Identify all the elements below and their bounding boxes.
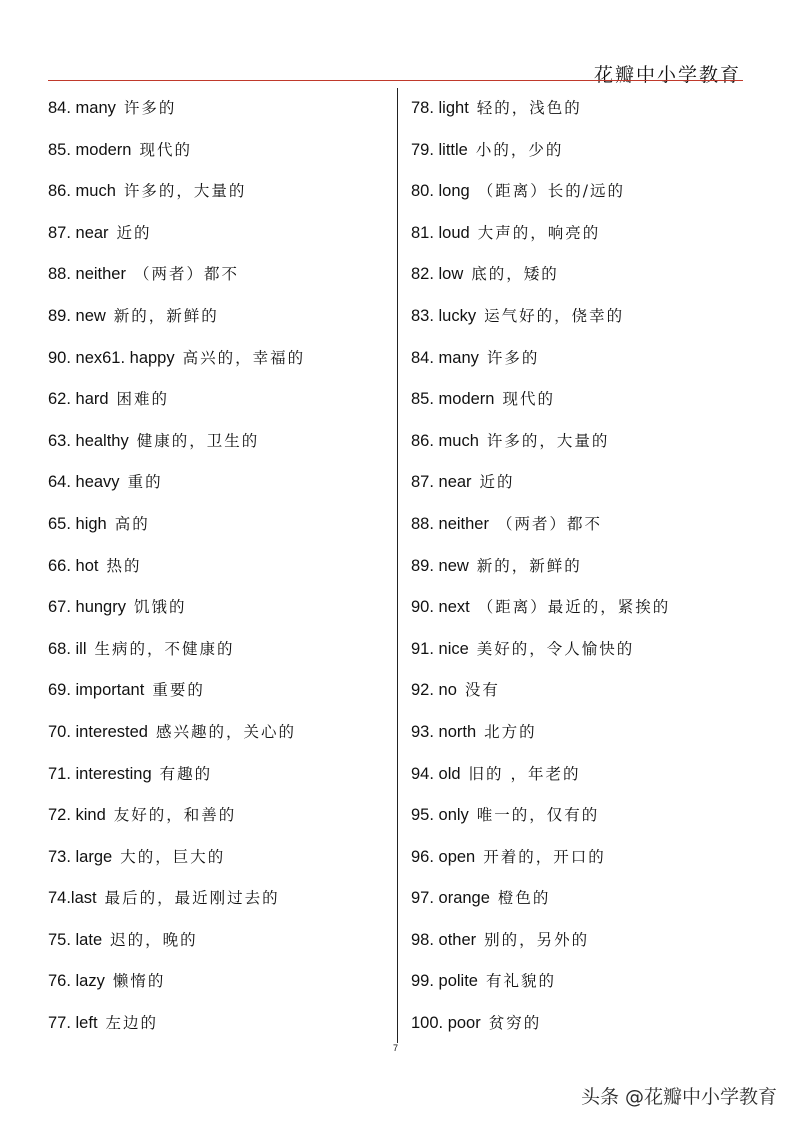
vocab-entry (411, 295, 741, 337)
vocab-meaning: 旧的 ，年老的 (468, 764, 581, 783)
vocab-word: 98. other (411, 930, 477, 949)
vocab-list-left (48, 87, 388, 1044)
vocab-meaning: 有趣的 (159, 764, 213, 783)
vocab-meaning: 别的，另外的 (484, 930, 590, 949)
vocab-entry (411, 170, 741, 212)
vocab-word: 87. near (411, 473, 472, 492)
vocab-word: 88. neither (48, 265, 126, 284)
vocab-meaning: 最后的，最近刚过去的 (104, 889, 280, 908)
vocab-meaning: 运气好的，侥幸的 (484, 306, 625, 325)
page-number: 7 (393, 1043, 399, 1053)
vocab-meaning: 左边的 (105, 1014, 159, 1033)
vocab-entry (411, 711, 741, 753)
vocab-meaning: 饥饿的 (133, 598, 187, 617)
vocab-entry (411, 960, 741, 1002)
vocab-word: 82. low (411, 265, 464, 284)
vocab-entry (411, 586, 741, 628)
vocab-entry (411, 794, 741, 836)
vocab-entry (411, 129, 741, 171)
vocab-entry (411, 919, 741, 961)
vocab-meaning: 小的，少的 (475, 140, 564, 159)
vocab-meaning: 唯一的，仅有的 (476, 806, 600, 825)
vocab-entry (411, 669, 741, 711)
vocab-word: 76. lazy (48, 972, 105, 991)
vocab-word: 81. loud (411, 223, 470, 242)
vocab-word: 88. neither (411, 514, 489, 533)
vocab-meaning: 健康的，卫生的 (136, 431, 260, 450)
vocab-entry (411, 877, 741, 919)
vocab-entry (411, 87, 741, 129)
vocab-meaning: 近的 (479, 473, 515, 492)
vocab-word: 85. modern (48, 140, 132, 159)
vocab-entry (48, 545, 388, 587)
vocab-word: 85. modern (411, 390, 495, 409)
vocab-word: 86. much (411, 431, 479, 450)
vocab-entry (411, 545, 741, 587)
vocab-entry (411, 253, 741, 295)
vocab-entry (48, 378, 388, 420)
vocab-word: 97. orange (411, 889, 490, 908)
vocab-entry (48, 628, 388, 670)
vocab-meaning: 贫穷的 (488, 1014, 542, 1033)
vocab-entry (48, 711, 388, 753)
vocab-word: 68. ill (48, 639, 87, 658)
vocab-meaning: 现代的 (139, 140, 192, 159)
vocab-word: 86. much (48, 182, 116, 201)
vocab-entry (48, 170, 388, 212)
vocab-entry (48, 212, 388, 254)
vocab-word: 77. left (48, 1014, 98, 1033)
vocab-entry (48, 836, 388, 878)
vocab-word: 67. hungry (48, 598, 126, 617)
vocab-entry (48, 586, 388, 628)
vocab-word: 63. healthy (48, 431, 129, 450)
vocab-meaning: 热的 (106, 556, 142, 575)
vocab-word: 64. heavy (48, 473, 120, 492)
vocab-entry (411, 836, 741, 878)
vocab-word: 84. many (411, 348, 479, 367)
vocab-word: 84. many (48, 99, 116, 117)
vocab-word: 93. north (411, 722, 477, 741)
vocab-entry (411, 503, 741, 545)
vocab-meaning: （距离）最近的，紧挨的 (477, 598, 671, 617)
vocab-entry (48, 877, 388, 919)
vocab-entry (48, 129, 388, 171)
vocab-meaning: （距离）长的/远的 (477, 182, 625, 201)
vocab-list-right (411, 87, 741, 1044)
vocab-entry (48, 960, 388, 1002)
column-divider (397, 88, 398, 1043)
vocab-meaning: 开着的，开口的 (483, 847, 606, 866)
vocab-meaning: 友好的，和善的 (113, 806, 237, 825)
vocab-meaning: 橙色的 (497, 889, 551, 908)
vocab-word: 73. large (48, 847, 113, 866)
vocab-meaning: 许多的，大量的 (486, 431, 610, 450)
vocab-entry (411, 212, 741, 254)
vocab-entry (48, 87, 388, 129)
vocab-meaning: 有礼貌的 (485, 972, 556, 991)
vocab-entry (48, 295, 388, 337)
vocab-meaning: 大声的，响亮的 (477, 223, 601, 242)
vocab-meaning: 新的，新鲜的 (113, 306, 219, 325)
vocab-entry (411, 420, 741, 462)
vocab-entry (411, 378, 741, 420)
vocab-word: 94. old (411, 764, 461, 783)
vocab-word: 75. late (48, 930, 103, 949)
vocab-meaning: 感兴趣的，关心的 (155, 722, 296, 741)
vocab-meaning: 高兴的，幸福的 (182, 348, 306, 367)
vocab-word: 65. high (48, 514, 107, 533)
vocab-entry (48, 1002, 388, 1044)
vocab-entry (411, 1002, 741, 1044)
vocab-entry (48, 919, 388, 961)
vocab-meaning: 许多的 (123, 99, 177, 117)
vocab-word: 91. nice (411, 639, 469, 658)
vocab-entry (48, 503, 388, 545)
vocab-meaning: 大的，巨大的 (120, 847, 226, 866)
vocab-word: 92. no (411, 681, 457, 700)
vocab-word: 79. little (411, 140, 468, 159)
vocab-meaning: 生病的，不健康的 (94, 639, 235, 658)
vocab-meaning: （两者）都不 (133, 265, 239, 284)
vocab-word: 80. long (411, 182, 470, 201)
vocab-meaning: 北方的 (484, 722, 537, 741)
vocab-word: 90. next (411, 598, 470, 617)
vocab-meaning: 懒惰的 (112, 972, 166, 991)
vocab-meaning: 许多的 (486, 348, 540, 367)
vocab-word: 89. new (411, 556, 469, 575)
vocab-word: 62. hard (48, 390, 109, 409)
vocab-meaning: 新的，新鲜的 (476, 556, 582, 575)
vocab-word: 72. kind (48, 806, 106, 825)
vocab-entry (48, 420, 388, 462)
vocab-entry (48, 253, 388, 295)
vocab-word: 96. open (411, 847, 476, 866)
vocab-word: 69. important (48, 681, 145, 700)
vocab-word: 87. near (48, 223, 109, 242)
vocab-meaning: 困难的 (116, 390, 170, 409)
vocab-entry (48, 753, 388, 795)
vocab-meaning: 许多的，大量的 (123, 182, 247, 201)
vocab-word: 66. hot (48, 556, 99, 575)
vocab-entry (48, 337, 388, 379)
vocab-entry (411, 461, 741, 503)
vocab-meaning: 高的 (114, 514, 150, 533)
vocab-meaning: 轻的，浅色的 (476, 99, 582, 117)
vocab-meaning: 现代的 (502, 390, 555, 409)
vocab-meaning: （两者）都不 (496, 514, 602, 533)
vocab-meaning: 美好的，令人愉快的 (476, 639, 635, 658)
vocab-word: 70. interested (48, 722, 148, 741)
vocab-word: 78. light (411, 99, 469, 117)
vocab-word: 90. nex61. happy (48, 348, 175, 367)
vocab-entry (411, 628, 741, 670)
source-watermark: 头条 @花瓣中小学教育 (580, 1086, 777, 1108)
vocab-word: 95. only (411, 806, 469, 825)
vocab-word: 100. poor (411, 1014, 481, 1033)
vocab-word: 83. lucky (411, 306, 477, 325)
vocab-word: 89. new (48, 306, 106, 325)
vocab-entry (411, 337, 741, 379)
vocab-meaning: 没有 (464, 681, 500, 700)
header-divider (48, 80, 743, 81)
header-title: 花瓣中小学教育 (593, 64, 741, 86)
vocab-entry (48, 794, 388, 836)
vocab-meaning: 重要的 (152, 681, 205, 700)
vocab-meaning: 重的 (127, 473, 163, 492)
vocab-word: 71. interesting (48, 764, 152, 783)
vocab-meaning: 近的 (116, 223, 152, 242)
vocab-word: 74.last (48, 889, 97, 908)
vocab-meaning: 迟的，晚的 (110, 930, 198, 949)
vocab-entry (411, 753, 741, 795)
vocab-entry (48, 461, 388, 503)
vocab-word: 99. polite (411, 972, 478, 991)
vocab-entry (48, 669, 388, 711)
vocab-meaning: 底的，矮的 (471, 265, 559, 284)
